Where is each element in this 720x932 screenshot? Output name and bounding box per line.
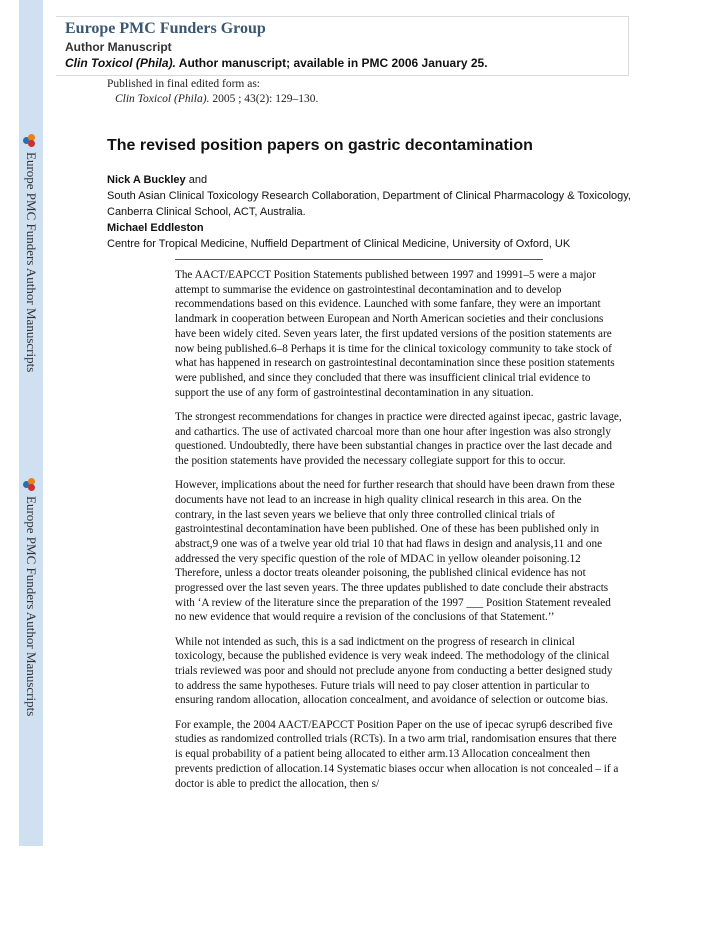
publication-note: [107, 77, 318, 107]
publication-journal: Clin Toxicol (Phila).: [115, 93, 210, 105]
divider: [175, 259, 543, 260]
publication-details: 2005 ; 43(2): 129–130.: [212, 93, 319, 105]
sidebar-label-top: Europe PMC Funders Author Manuscripts: [24, 152, 39, 373]
sidebar: [19, 0, 43, 846]
europe-pmc-logo-icon: [23, 478, 39, 492]
publication-citation: [107, 92, 318, 107]
sidebar-label-bottom: Europe PMC Funders Author Manuscripts: [24, 496, 39, 717]
body-paragraph: For example, the 2004 AACT/EAPCCT Position Paper on the use of ipecac syrup6 described five studies as randomized controlled trials (RCTs). In a two arm trial, randomisation ensures that there is equal probability of a patient being allocated to either arm.13 Allocation concealment then prevents prediction of allocation.14 Systematic biases occur when allocation is not concealed – if a doctor is able to predict the allocation, then s/: [175, 718, 619, 790]
header-journal: Clin Toxicol (Phila).: [65, 56, 176, 70]
author-affiliation: South Asian Clinical Toxicology Research Collaboration, Department of Clinical Pharmacology & Toxicology, Canberra Clinical School, ACT, Australia.: [107, 190, 631, 218]
author-name: Michael Eddleston: [107, 222, 204, 234]
header-availability: Author manuscript; available in PMC 2006 January 25.: [178, 56, 488, 70]
author-block: [107, 172, 647, 220]
publication-note-label: Published in final edited form as:: [107, 78, 260, 90]
author-block: [107, 220, 647, 252]
funders-group-title: Europe PMC Funders Group: [65, 20, 266, 37]
article-title: The revised position papers on gastric decontamination: [107, 137, 533, 154]
body-paragraph: While not intended as such, this is a sad indictment on the progress of research in clinical toxicology, because the published evidence is very weak indeed. The methodology of the clinical trials reviewed was poor and should not preclude anyone from conducting a better designed study to address the same hypotheses. Future trials will need to pay closer attention in particular to ensuring random allocation, allocation concealment, and avoidance of selection or outcome bias.: [175, 635, 613, 707]
body-paragraph: The strongest recommendations for changes in practice were directed against ipecac, gastric lavage, and cathartics. The use of activated charcoal more than one hour after ingestion was also strongly questioned. Undoubtedly, there have been substantial changes in practice over the last decade and the position statements have provided the necessary collegiate support for this to occur.: [175, 410, 622, 467]
body-paragraph: However, implications about the need for further research that should have been drawn from these documents have not lead to an increase in high quality clinical research in this area. On the contrary, in the last seven years we believe that only three controlled clinical trials of gastrointestinal decontamination have been published. One of these has been published only in abstract,9 one was of a twelve year old trial 10 that had flaws in design and analysis,11 and one addressed the very specific question of the role of MDAC in yellow oleander poisoning.12 Therefore, unless a doctor treats oleander poisoning, the published clinical evidence has not progressed over the last seven years. The three updates published to date conclude their abstracts with ‘A review of the literature since the preparation of the 1997 ___ Position Statement revealed no new evidence that would require a revision of the conclusions of that Statement.’’: [175, 479, 615, 624]
author-affiliation: Centre for Tropical Medicine, Nuffield Department of Clinical Medicine, University of Oxford, UK: [107, 238, 571, 250]
body-paragraph: The AACT/EAPCCT Position Statements published between 1997 and 19991–5 were a major attempt to summarise the evidence on gastrointestinal decontamination and to develop recommendations based on this evidence. Launched with some fanfare, they were an important landmark in cooperation between European and North American societies and their conclusions have been widely cited. Seven years later, the first updated versions of the position statements are now being published.6–8 Perhaps it is time for the clinical toxicology community to take stock of what has happened in research on gastrointestinal decontamination since these position statements were published, and since they concluded that there was insufficient clinical trial evidence to support the use of any form of gastrointestinal decontamination in any situation.: [175, 269, 615, 399]
author-manuscript-label: Author Manuscript: [65, 40, 172, 54]
europe-pmc-logo-icon: [23, 134, 39, 148]
header-citation: [65, 56, 488, 70]
author-suffix: and: [188, 174, 208, 186]
author-name: Nick A Buckley: [107, 174, 186, 186]
article-body: [175, 268, 623, 801]
